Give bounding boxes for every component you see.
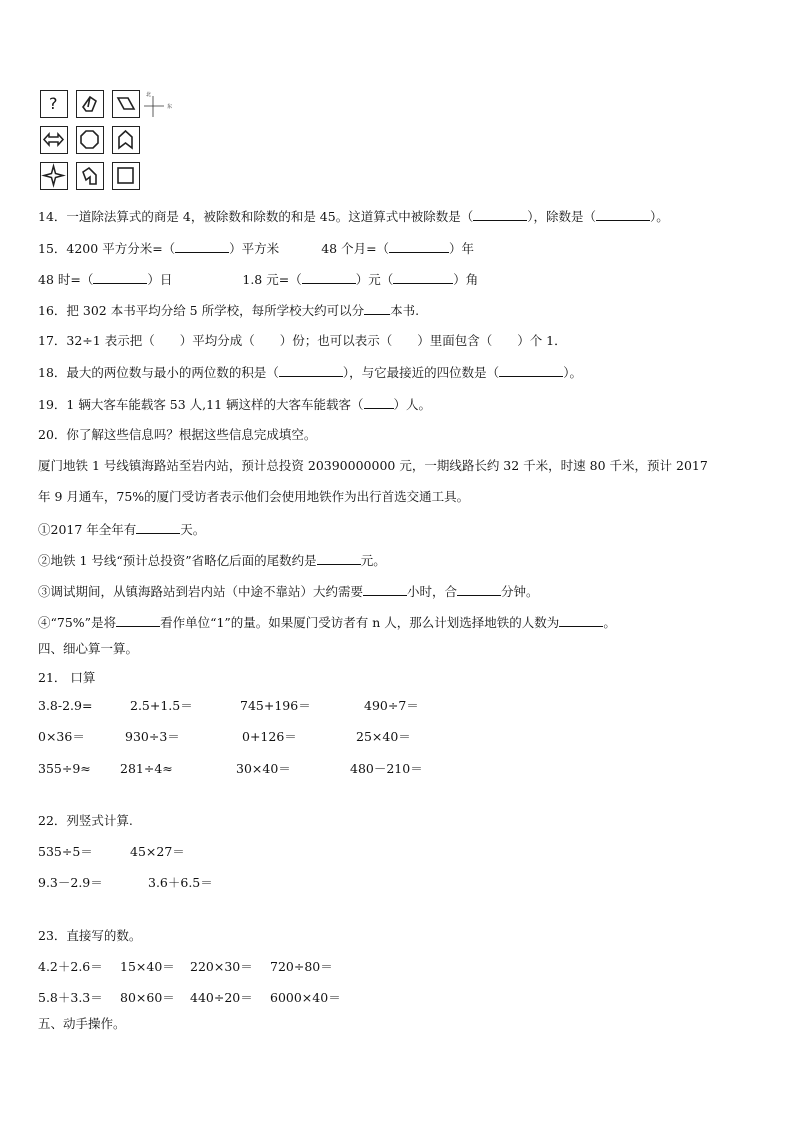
q14-text-c: ）。 bbox=[649, 209, 669, 224]
q20-para2: 年 9 月通车，75%的厦门受访者表示他们会使用地铁作为出行首选交通工具。 bbox=[38, 489, 470, 504]
section-5-heading bbox=[38, 1016, 126, 1032]
shard-shape-icon bbox=[76, 90, 104, 118]
q21-title: 21． 口算 bbox=[38, 670, 96, 685]
q20-title: 20．你了解这些信息吗？根据这些信息完成填空。 bbox=[38, 427, 317, 442]
compass-north-label: 北 bbox=[146, 92, 152, 98]
q23-title: 23．直接写的数。 bbox=[38, 928, 142, 943]
q20-s3-a: ③调试期间，从镇海路站到岩内站（中途不靠站）大约需要 bbox=[38, 584, 364, 599]
q16-books-blank[interactable] bbox=[364, 302, 390, 315]
q23-r1-c4: 720÷80＝ bbox=[270, 959, 333, 974]
question-20-sub-3 bbox=[38, 583, 539, 600]
q15-d2: ）元（ bbox=[355, 272, 394, 287]
q15-c2: ）日 bbox=[147, 272, 173, 287]
compass-east-label: 东 bbox=[167, 104, 173, 110]
q20-s4-c: 。 bbox=[603, 615, 616, 630]
q20-s3-c: 分钟。 bbox=[501, 584, 539, 599]
q18-nearest-blank[interactable] bbox=[499, 364, 563, 377]
q14-dividend-blank[interactable] bbox=[473, 208, 527, 221]
question-20-sub-4 bbox=[38, 614, 616, 631]
q21-r3-c2: 281÷4≈ bbox=[120, 761, 173, 776]
question-22-title bbox=[38, 813, 133, 829]
q20-riders-blank[interactable] bbox=[559, 614, 603, 627]
q21-r1-c1: 3.8-2.9= bbox=[38, 698, 93, 713]
q19-text-b: ）人。 bbox=[393, 397, 432, 412]
question-20-paragraph-1 bbox=[38, 458, 708, 474]
q15-year-blank[interactable] bbox=[389, 240, 449, 253]
question-16 bbox=[38, 302, 419, 319]
question-mark: ? bbox=[49, 94, 58, 113]
q22-title: 22．列竖式计算. bbox=[38, 813, 133, 828]
q23-r1-c2: 15×40＝ bbox=[120, 959, 175, 974]
q15-d1: 1.8 元=（ bbox=[242, 272, 302, 287]
q18-text-c: ）。 bbox=[563, 365, 582, 380]
q20-s2-a: ②地铁 1 号线“预计总投资”省略亿后面的尾数约是 bbox=[38, 553, 317, 568]
q15-a2: ）平方米 bbox=[229, 241, 280, 256]
question-20-title bbox=[38, 427, 316, 443]
question-18 bbox=[38, 364, 582, 381]
question-19 bbox=[38, 396, 431, 413]
q18-product-blank[interactable] bbox=[279, 364, 343, 377]
q20-s1-b: 天。 bbox=[180, 522, 206, 537]
question-23-title bbox=[38, 928, 141, 944]
q15-day-blank[interactable] bbox=[93, 271, 147, 284]
q20-hours-blank[interactable] bbox=[363, 583, 407, 596]
q20-s4-b: 看作单位“1”的量。如果厦门受访者有 n 人，那么计划选择地铁的人数为 bbox=[160, 615, 560, 630]
question-tile bbox=[40, 90, 68, 118]
q15-a1: 15．4200 平方分米=（ bbox=[38, 241, 176, 256]
q15-d3: ）角 bbox=[453, 272, 479, 287]
q20-s2-b: 元。 bbox=[360, 553, 386, 568]
q19-text-a: 19．1 辆大客车能载客 53 人,11 辆这样的大客车能载客（ bbox=[38, 397, 364, 412]
q17-text: 17．32÷1 表示把（ ）平均分成（ ）份；也可以表示（ ）里面包含（ ）个 1． bbox=[38, 333, 567, 348]
q21-r2-c1: 0×36＝ bbox=[38, 729, 85, 744]
q21-r1-c3: 745+196＝ bbox=[240, 698, 311, 713]
q21-r2-c3: 0+126＝ bbox=[242, 729, 297, 744]
q23-r2-c4: 6000×40＝ bbox=[270, 990, 341, 1005]
q20-unit-blank[interactable] bbox=[116, 614, 160, 627]
q14-text-a: 14．一道除法算式的商是 4，被除数和除数的和是 45。这道算式中被除数是（ bbox=[38, 209, 474, 224]
q15-sqm-blank[interactable] bbox=[175, 240, 229, 253]
q15-b2: ）年 bbox=[449, 241, 475, 256]
q20-s1-a: ①2017 年全年有 bbox=[38, 522, 137, 537]
question-15-line-1 bbox=[38, 240, 474, 257]
hook-shape-icon bbox=[76, 162, 104, 190]
four-point-star-shape-icon bbox=[40, 162, 68, 190]
section-4-heading bbox=[38, 641, 138, 657]
compass-icon bbox=[143, 91, 175, 119]
parallelogram-shape-icon bbox=[112, 90, 140, 118]
q21-r2-c2: 930÷3＝ bbox=[125, 729, 180, 744]
q14-divisor-blank[interactable] bbox=[596, 208, 650, 221]
q23-r2-c2: 80×60＝ bbox=[120, 990, 175, 1005]
question-20-sub-1 bbox=[38, 521, 205, 538]
q23-r1-c3: 220×30＝ bbox=[190, 959, 253, 974]
q21-r1-c4: 490÷7＝ bbox=[364, 698, 419, 713]
double-arrow-shape-icon bbox=[40, 126, 68, 154]
q16-text-b: 本书. bbox=[390, 303, 420, 318]
question-14 bbox=[38, 208, 669, 225]
section-4-title: 四、细心算一算。 bbox=[38, 641, 139, 656]
question-15-line-2 bbox=[38, 271, 478, 288]
q15-b1: 48 个月=（ bbox=[321, 241, 390, 256]
q20-minutes-blank[interactable] bbox=[457, 583, 501, 596]
q21-r3-c4: 480－210＝ bbox=[350, 761, 423, 776]
q23-r2-c3: 440÷20＝ bbox=[190, 990, 253, 1005]
q22-r1-c2: 45×27＝ bbox=[130, 844, 185, 859]
q20-s4-a: ④“75%”是将 bbox=[38, 615, 117, 630]
section-5-title: 五、动手操作。 bbox=[38, 1016, 126, 1031]
question-20-sub-2 bbox=[38, 552, 386, 569]
q20-s3-b: 小时，合 bbox=[407, 584, 458, 599]
question-17 bbox=[38, 333, 567, 349]
q20-para1: 厦门地铁 1 号线镇海路站至岩内站，预计总投资 20390000000 元，一期线路长约 32 千米，时速 80 千米，预计 2017 bbox=[38, 458, 708, 473]
q19-passengers-blank[interactable] bbox=[364, 396, 394, 409]
q22-r2-c2: 3.6＋6.5＝ bbox=[148, 875, 213, 890]
q15-yuan-blank[interactable] bbox=[302, 271, 356, 284]
q21-r3-c3: 30×40＝ bbox=[236, 761, 291, 776]
q22-r1-c1: 535÷5＝ bbox=[38, 844, 93, 859]
square-shape-icon bbox=[112, 162, 140, 190]
octagon-shape-icon bbox=[76, 126, 104, 154]
q21-r1-c2: 2.5+1.5＝ bbox=[130, 698, 193, 713]
q22-r2-c1: 9.3－2.9＝ bbox=[38, 875, 103, 890]
notched-pentagon-shape-icon bbox=[112, 126, 140, 154]
q20-investment-blank[interactable] bbox=[317, 552, 361, 565]
question-20-paragraph-2 bbox=[38, 489, 469, 505]
q18-text-b: ），与它最接近的四位数是（ bbox=[342, 365, 500, 380]
q15-jiao-blank[interactable] bbox=[393, 271, 453, 284]
q14-text-b: ），除数是（ bbox=[527, 209, 596, 224]
q15-c1: 48 时=（ bbox=[38, 272, 94, 287]
q23-r2-c1: 5.8＋3.3＝ bbox=[38, 990, 103, 1005]
q23-r1-c1: 4.2＋2.6＝ bbox=[38, 959, 103, 974]
q21-r3-c1: 355÷9≈ bbox=[38, 761, 91, 776]
q18-text-a: 18．最大的两位数与最小的两位数的积是（ bbox=[38, 365, 279, 380]
q20-days-blank[interactable] bbox=[136, 521, 180, 534]
q16-text-a: 16．把 302 本书平均分给 5 所学校，每所学校大约可以分 bbox=[38, 303, 365, 318]
question-21-title bbox=[38, 670, 95, 686]
q21-r2-c4: 25×40＝ bbox=[356, 729, 411, 744]
